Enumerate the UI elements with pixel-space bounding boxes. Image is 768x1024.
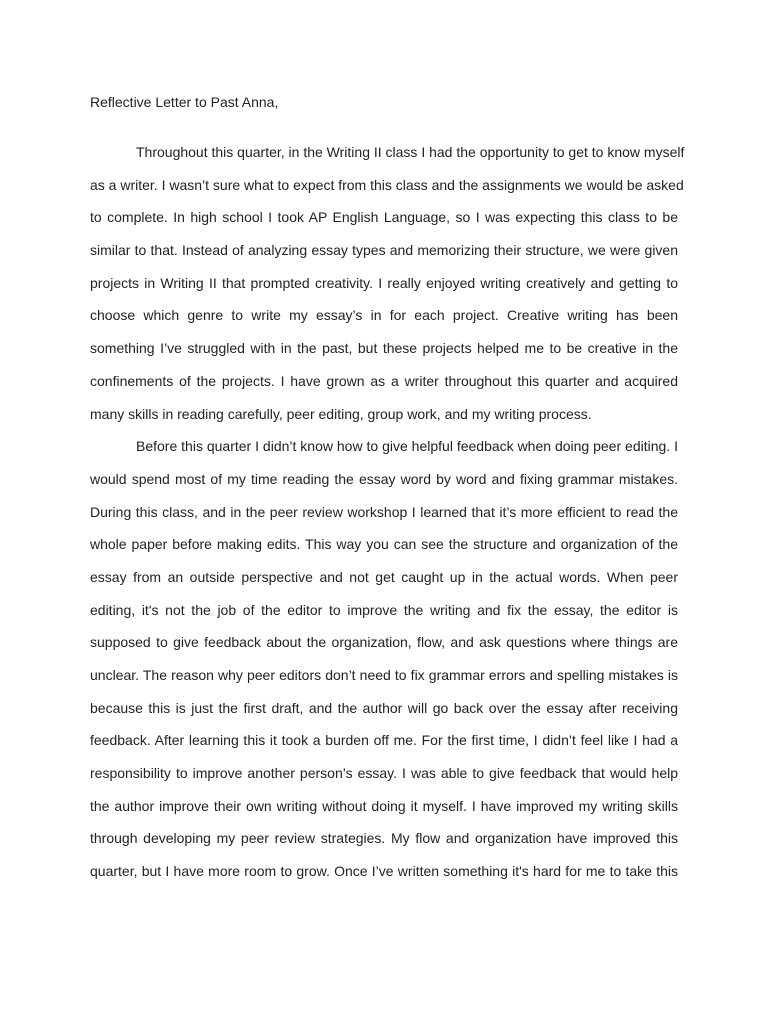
- body-line: something I’ve struggled with in the past, but these projects helped me to be creative in the: [90, 340, 678, 357]
- body-line: would spend most of my time reading the essay word by word and fixing grammar mistakes.: [90, 470, 678, 487]
- body-line: During this class, and in the peer review workshop I learned that it’s more efficient to read the: [90, 503, 678, 520]
- body-line: choose which genre to write my essay’s in for each project. Creative writing has been: [90, 307, 678, 324]
- body-line: supposed to give feedback about the organization, flow, and ask questions where things are: [90, 634, 678, 651]
- body-line: similar to that. Instead of analyzing essay types and memorizing their structure, we were given: [90, 242, 678, 259]
- body-line: quarter, but I have more room to grow. Once I’ve written something it's hard for me to take this: [90, 863, 678, 880]
- body-line: editing, it's not the job of the editor to improve the writing and fix the essay, the editor is: [90, 601, 678, 618]
- body-line: confinements of the projects. I have grown as a writer throughout this quarter and acquired: [90, 372, 678, 389]
- body-line: responsibility to improve another person’s essay. I was able to give feedback that would help: [90, 765, 678, 782]
- body-line: Before this quarter I didn’t know how to give helpful feedback when doing peer editing. I: [136, 438, 678, 455]
- body-line: Throughout this quarter, in the Writing II class I had the opportunity to get to know myself: [136, 144, 685, 160]
- body-line: unclear. The reason why peer editors don’t need to fix grammar errors and spelling mistakes is: [90, 667, 678, 683]
- body-line: the author improve their own writing without doing it myself. I have improved my writing skills: [90, 797, 678, 814]
- letter-salutation: Reflective Letter to Past Anna,: [90, 94, 279, 110]
- body-line: essay from an outside perspective and not get caught up in the actual words. When peer: [90, 568, 678, 585]
- body-line: because this is just the first draft, and the author will go back over the essay after receiving: [90, 699, 678, 716]
- letter-body: [90, 140, 685, 892]
- body-line: many skills in reading carefully, peer editing, group work, and my writing process.: [90, 405, 592, 422]
- body-line: whole paper before making edits. This way you can see the structure and organization of the: [90, 536, 678, 553]
- body-line: through developing my peer review strategies. My flow and organization have improved this: [90, 830, 678, 847]
- body-line: as a writer. I wasn’t sure what to expect from this class and the assignments we would be asked: [90, 176, 684, 193]
- body-line: to complete. In high school I took AP English Language, so I was expecting this class to be: [90, 209, 678, 226]
- body-line: feedback. After learning this it took a burden off me. For the first time, I didn’t feel like I had a: [90, 732, 678, 749]
- body-line: projects in Writing II that prompted creativity. I really enjoyed writing creatively and getting to: [90, 274, 678, 291]
